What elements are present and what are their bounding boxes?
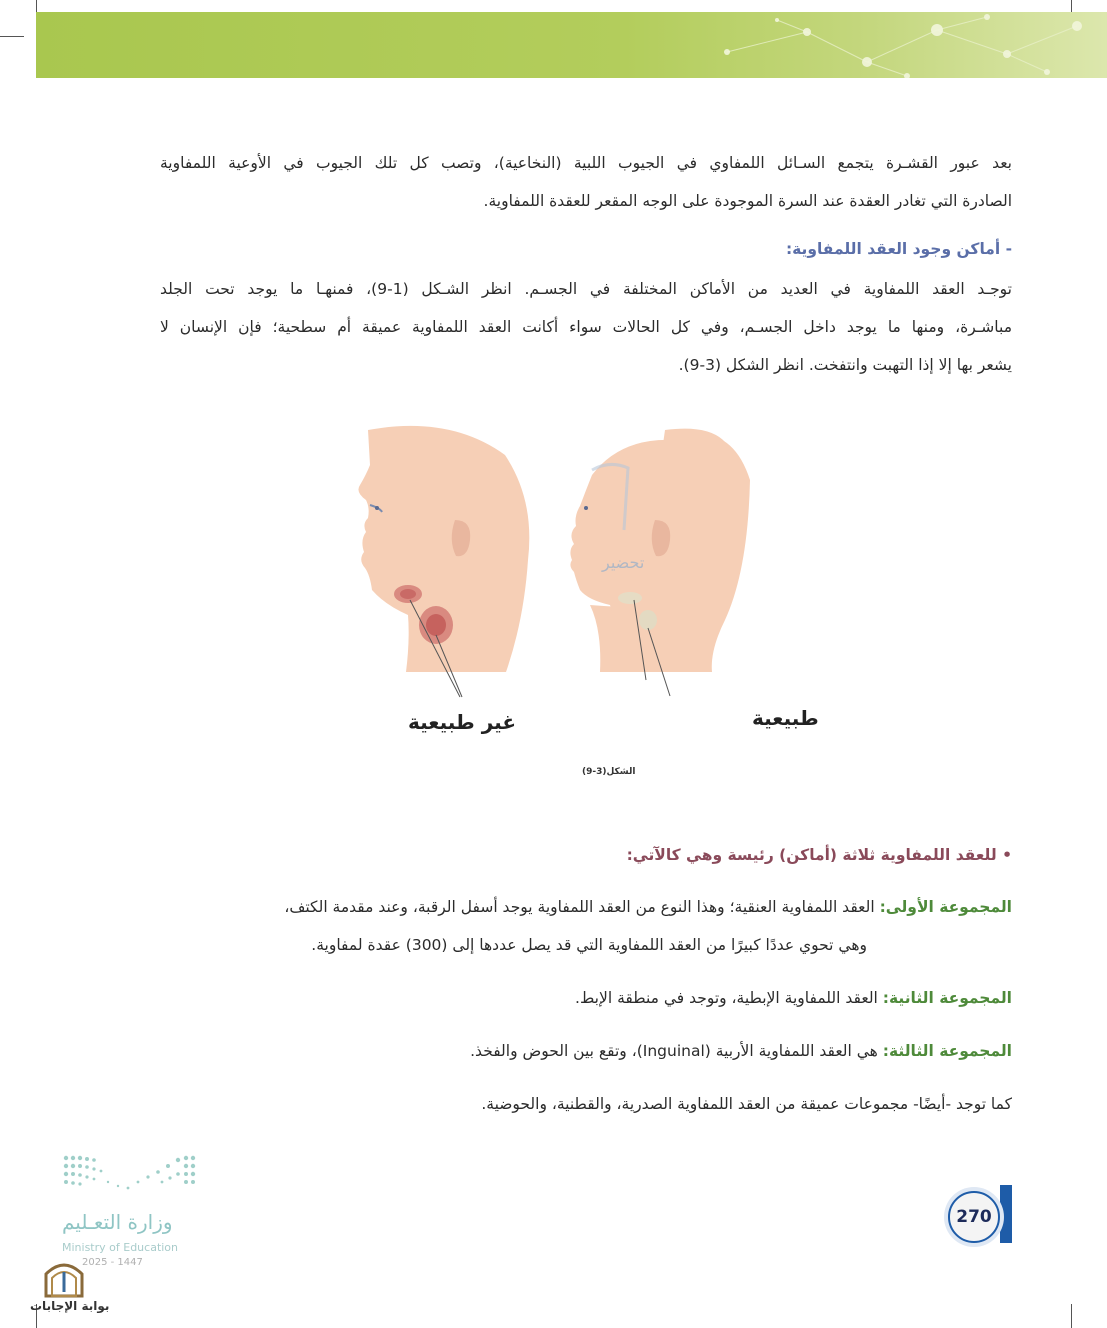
watermark-text: بوابة الإجابات <box>30 1299 110 1313</box>
page-number-badge <box>944 1185 1012 1243</box>
crop-mark <box>1071 1304 1072 1328</box>
ministry-year: 2025 - 1447 <box>82 1257 143 1268</box>
group-3-label: المجموعة الثالثة: <box>882 1042 1012 1060</box>
intro-line-2: الصادرة التي تغادر العقدة عند السرة الموجودة على الوجه المقعر للعقدة اللمفاوية. <box>483 192 1012 210</box>
group-3-text: هي العقد اللمفاوية الأربية (Inguinal)، وتقع بين الحوض والفخذ. <box>470 1042 883 1060</box>
group-2 <box>575 979 1012 1017</box>
section-heading: - أماكن وجود العقد اللمفاوية: <box>785 240 1012 258</box>
ministry-arabic-name: وزارة التعـليم <box>62 1210 173 1234</box>
section-paragraph <box>160 270 1012 384</box>
group-1 <box>160 888 1012 926</box>
group-2-text: العقد اللمفاوية الإبطية، وتوجد في منطقة الإبط. <box>575 989 883 1007</box>
ministry-dots-icon <box>58 1152 203 1202</box>
group-1-label: المجموعة الأولى: <box>879 898 1012 916</box>
header-banner <box>36 12 1107 78</box>
closing-line: كما توجد -أيضًا- مجموعات عميقة من العقد اللمفاوية الصدرية، والقطنية، والحوضية. <box>481 1095 1012 1113</box>
crop-mark <box>36 0 37 12</box>
molecule-pattern-icon <box>607 12 1107 78</box>
section-line-3: يشعر بها إلا إذا التهبت وانتفخت. انظر الشكل (3-9). <box>678 356 1012 374</box>
intro-line-1: بعد عبور القشـرة يتجمع السـائل اللمفاوي في الجيوب اللبية (النخاعية)، وتصب كل تلك الجيوب في الأوعية اللمفاوية <box>160 154 1012 172</box>
ministry-english-name: Ministry of Education <box>62 1241 179 1254</box>
groups-heading: • للعقد اللمفاوية ثلاثة (أماكن) رئيسة وهي كالآتي: <box>626 846 1012 864</box>
group-1-text: العقد اللمفاوية العنقية؛ وهذا النوع من العقد اللمفاوية يوجد أسفل الرقبة، وعند مقدمة الكتف، <box>284 898 880 916</box>
abnormal-head <box>358 426 529 697</box>
normal-head <box>570 429 750 696</box>
handwriting-text: تحضير <box>602 553 645 572</box>
lymph-node-figure <box>330 420 750 750</box>
page-number-tab <box>1000 1185 1012 1243</box>
figure-label-normal: طبيعية <box>752 706 819 730</box>
page-number: 270 <box>948 1191 1000 1243</box>
group-3 <box>470 1032 1012 1070</box>
head-illustration <box>330 420 750 750</box>
intro-paragraph <box>160 144 1012 220</box>
group-1-continuation: وهي تحوي عددًا كبيرًا من العقد اللمفاوية التي قد يصل عددها إلى (300) عقدة لمفاوية. <box>311 936 867 954</box>
figure-label-abnormal: غير طبيعية <box>408 710 516 734</box>
figure-caption: الشكل(3-9) <box>582 767 636 777</box>
section-line-1: توجـد العقد اللمفاوية في العديد من الأماكن المختلفة في الجسـم. انظر الشـكل (1-9)، فمنهـا ما يوجد تحت الجلد <box>160 280 1012 298</box>
section-line-2: مباشـرة، ومنها ما يوجد داخل الجسـم، وفي كل الحالات سواء أكانت العقد اللمفاوية عميقة أم سطحية؛ فإن الإنسان لا <box>160 318 1012 336</box>
group-2-label: المجموعة الثانية: <box>882 989 1012 1007</box>
crop-mark <box>0 36 24 37</box>
